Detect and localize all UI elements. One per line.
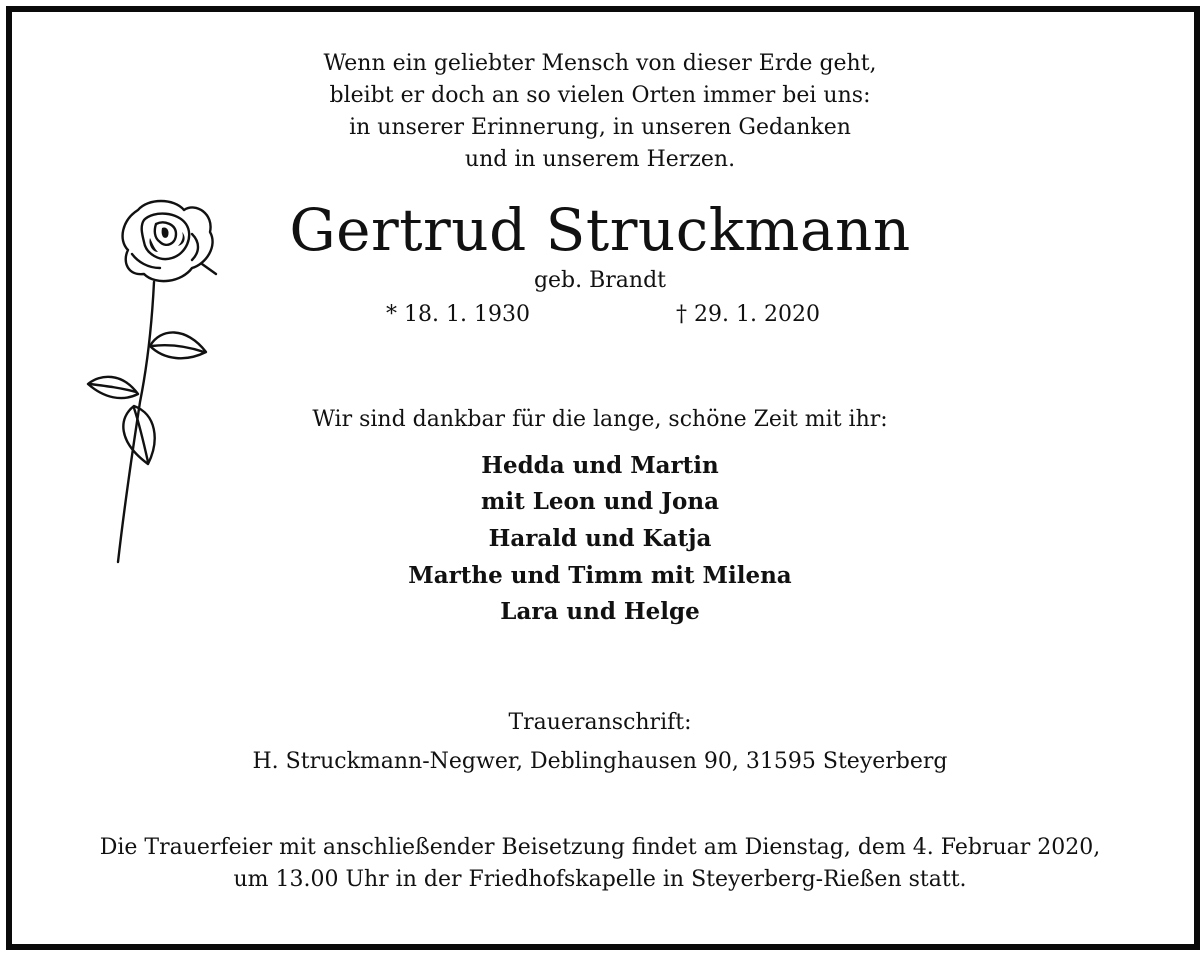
family-line-2: mit Leon und Jona bbox=[481, 488, 719, 515]
family-line-4: Marthe und Timm mit Milena bbox=[408, 562, 792, 589]
motto-line-4: und in unserem Herzen. bbox=[464, 147, 736, 172]
deceased-name: Gertrud Struckmann bbox=[289, 196, 911, 264]
address-label: Traueranschrift: bbox=[508, 710, 692, 735]
birth-name: geb. Brandt bbox=[533, 268, 667, 293]
address-text: H. Struckmann-Negwer, Deblinghausen 90, 31595 Steyerberg bbox=[252, 749, 948, 774]
motto-line-2: bleibt er doch an so vielen Orten immer bei uns: bbox=[329, 83, 871, 108]
family-line-5: Lara und Helge bbox=[500, 598, 700, 625]
motto-line-1: Wenn ein geliebter Mensch von dieser Erde geht, bbox=[323, 51, 877, 76]
service-line-2: um 13.00 Uhr in der Friedhofskapelle in Steyerberg-Rießen statt. bbox=[233, 867, 967, 892]
death-date: † 29. 1. 2020 bbox=[676, 302, 820, 327]
family-line-1: Hedda und Martin bbox=[481, 452, 719, 479]
service-line-1: Die Trauerfeier mit anschließender Beisetzung findet am Dienstag, dem 4. Februar 2020, bbox=[99, 835, 1101, 860]
birth-date: * 18. 1. 1930 bbox=[386, 302, 530, 327]
thanks-line: Wir sind dankbar für die lange, schöne Zeit mit ihr: bbox=[312, 407, 888, 432]
family-line-3: Harald und Katja bbox=[488, 525, 712, 552]
motto-line-3: in unserer Erinnerung, in unseren Gedanken bbox=[349, 115, 851, 140]
